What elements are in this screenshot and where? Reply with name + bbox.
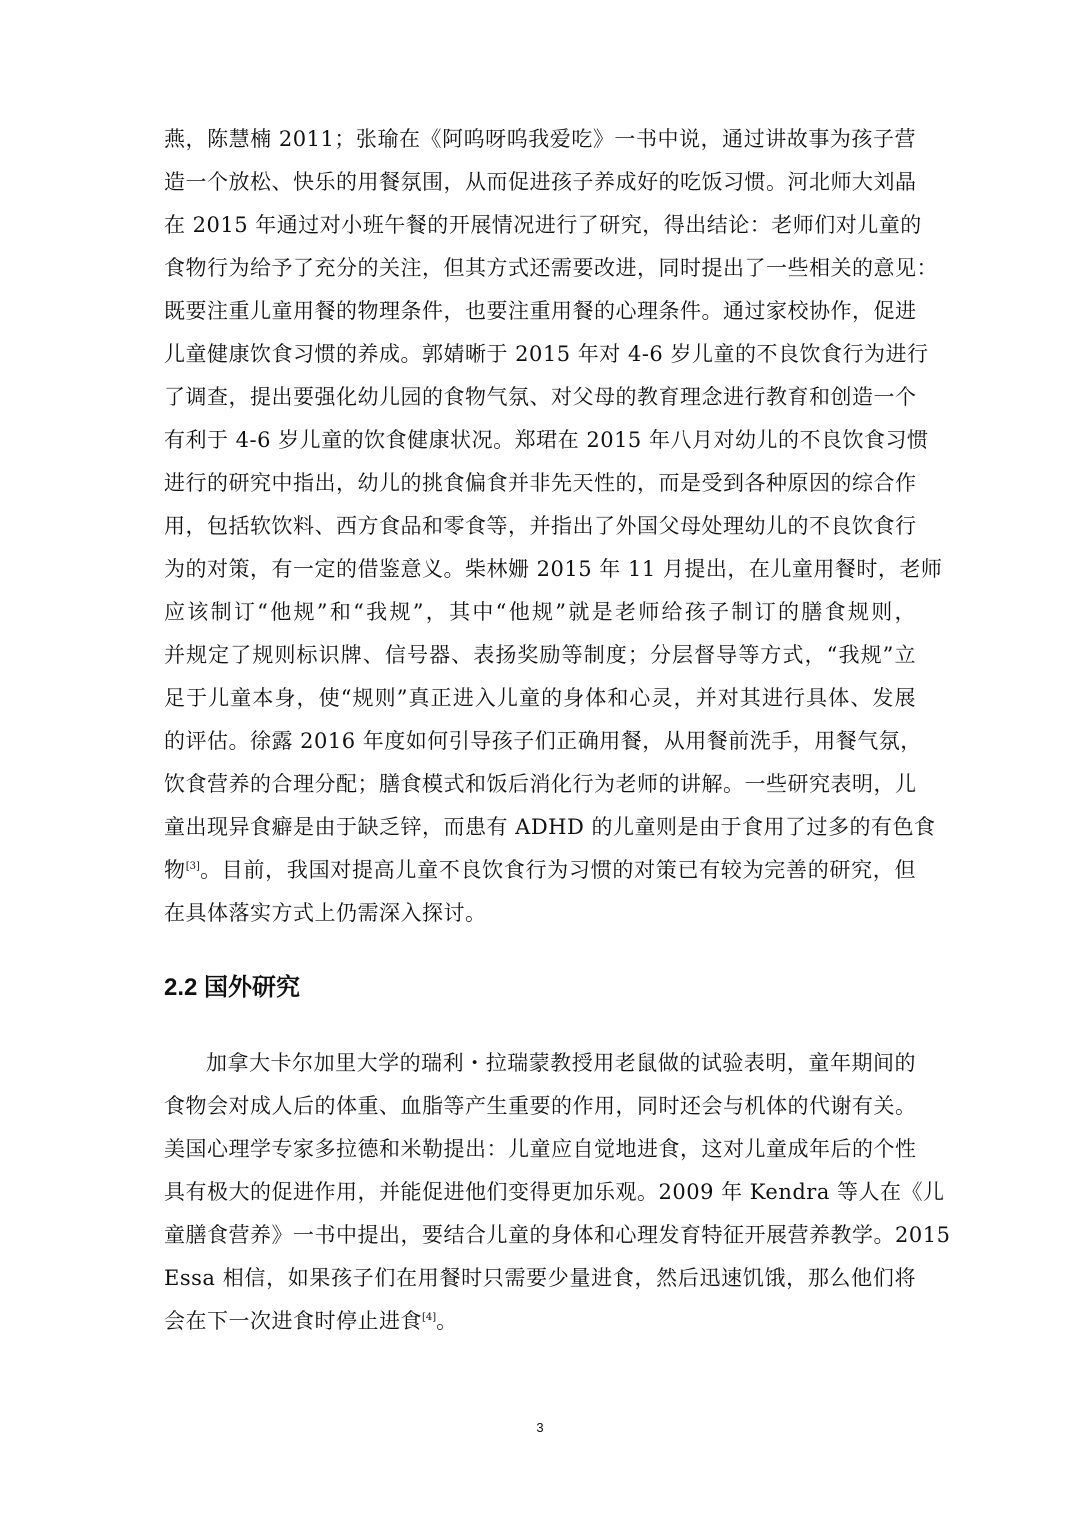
text-line: 童出现异食癖是由于缺乏锌，而患有 ADHD 的儿童则是由于食用了过多的有色食 xyxy=(164,815,936,839)
text-segment: 。 xyxy=(436,1309,458,1333)
text-line: Essa 相信，如果孩子们在用餐时只需要少量进食，然后迅速饥饿，那么他们将 xyxy=(164,1266,916,1290)
text-line: 并规定了规则标识牌、信号器、表扬奖励等制度；分层督导等方式，“我规”立 xyxy=(164,643,916,667)
text-line: 为的对策，有一定的借鉴意义。柴林姗 2015 年 11 月提出，在儿童用餐时，老师 xyxy=(164,557,943,581)
text-line: 了调查，提出要强化幼儿园的食物气氛、对父母的教育理念进行教育和创造一个 xyxy=(164,385,917,409)
text-line: 造一个放松、快乐的用餐氛围，从而促进孩子养成好的吃饭习惯。河北师大刘晶 xyxy=(164,170,917,194)
text-segment: 会在下一次进食时停止进食 xyxy=(164,1309,422,1333)
text-line: 燕，陈慧楠 2011；张瑜在《阿呜呀呜我爱吃》一书中说，通过讲故事为孩子营 xyxy=(164,127,916,151)
text-line: 应该制订“他规”和“我规”，其中“他规”就是老师给孩子制订的膳食规则， xyxy=(164,600,916,624)
text-line: 在具体落实方式上仍需深入探讨。 xyxy=(164,901,487,925)
text-line: 既要注重儿童用餐的物理条件，也要注重用餐的心理条件。通过家校协作，促进 xyxy=(164,299,917,323)
text-line: 童膳食营养》一书中提出，要结合儿童的身体和心理发育特征开展营养教学。2015 xyxy=(164,1223,951,1247)
text-line: 食物会对成人后的体重、血脂等产生重要的作用，同时还会与机体的代谢有关。 xyxy=(164,1094,917,1118)
text-line: 儿童健康饮食习惯的养成。郭婧晰于 2015 年对 4-6 岁儿童的不良饮食行为进行 xyxy=(164,342,929,366)
text-line: 在 2015 年通过对小班午餐的开展情况进行了研究，得出结论：老师们对儿童的 xyxy=(164,213,922,237)
section-heading: 2.2 国外研究 xyxy=(164,974,301,1001)
text-line: 饮食营养的合理分配；膳食模式和饭后消化行为老师的讲解。一些研究表明，儿 xyxy=(164,772,917,796)
text-line-with-citation xyxy=(164,849,916,892)
text-segment: 。目前，我国对提高儿童不良饮食行为习惯的对策已有较为完善的研究，但 xyxy=(199,858,916,882)
text-line: 具有极大的促进作用，并能促进他们变得更加乐观。2009 年 Kendra 等人在《儿 xyxy=(164,1180,945,1204)
citation-ref: [4] xyxy=(422,1312,437,1323)
text-line-with-citation xyxy=(164,1300,916,1343)
citation-ref: [3] xyxy=(185,861,200,872)
text-line: 食物行为给予了充分的关注，但其方式还需要改进，同时提出了一些相关的意见： xyxy=(164,256,938,280)
text-line: 用，包括软饮料、西方食品和零食等，并指出了外国父母处理幼儿的不良饮食行 xyxy=(164,514,917,538)
text-line: 的评估。徐露 2016 年度如何引导孩子们正确用餐，从用餐前洗手，用餐气氛， xyxy=(164,729,922,753)
text-line: 美国心理学专家多拉德和米勒提出：儿童应自觉地进食，这对儿童成年后的个性 xyxy=(164,1137,917,1161)
text-line: 足于儿童本身，使“规则”真正进入儿童的身体和心灵，并对其进行具体、发展 xyxy=(164,686,916,710)
text-line: 进行的研究中指出，幼儿的挑食偏食并非先天性的，而是受到各种原因的综合作 xyxy=(164,471,917,495)
page-number: 3 xyxy=(536,1420,544,1435)
text-line: 加拿大卡尔加里大学的瑞利・拉瑞蒙教授用老鼠做的试验表明，童年期间的 xyxy=(206,1051,916,1075)
paragraph-foreign-research xyxy=(164,1042,951,1343)
paragraph-domestic-research xyxy=(164,118,943,935)
text-segment: 物 xyxy=(164,858,186,882)
text-line: 有利于 4-6 岁儿童的饮食健康状况。郑珺在 2015 年八月对幼儿的不良饮食习惯 xyxy=(164,428,929,452)
